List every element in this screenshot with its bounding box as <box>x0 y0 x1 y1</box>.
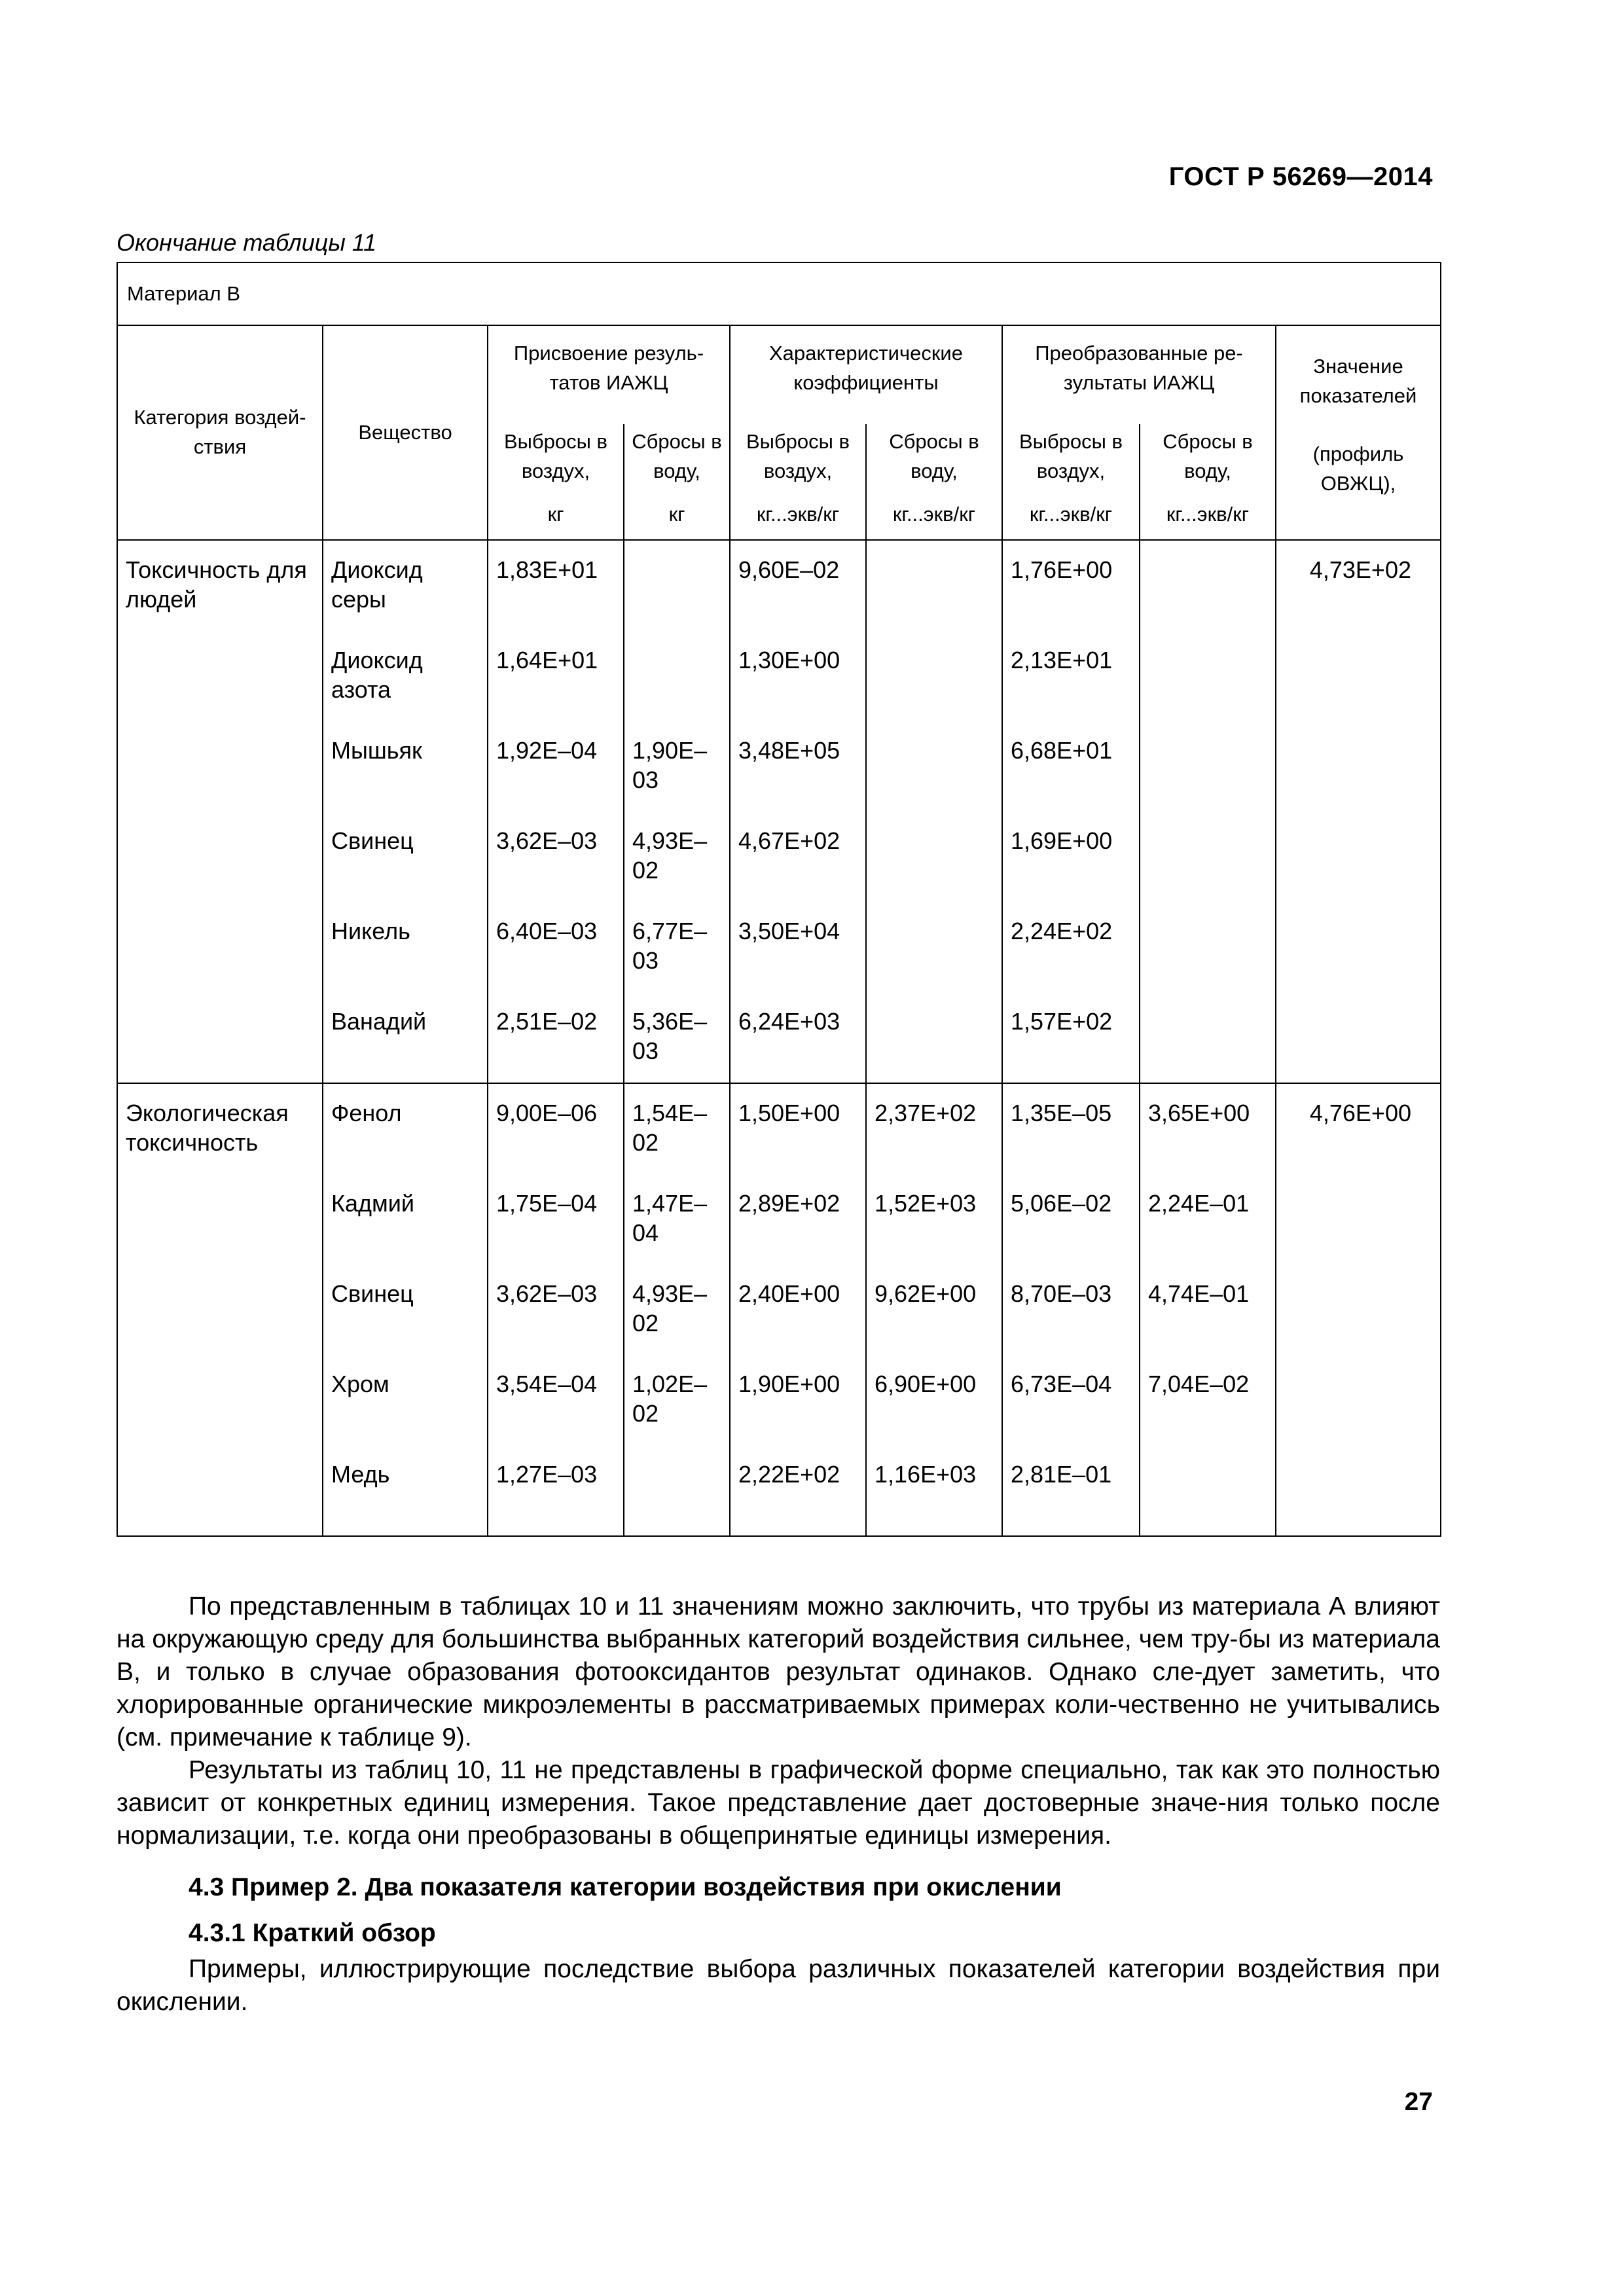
header-value-profile: (профиль ОВЖЦ), <box>1312 442 1404 495</box>
header-unit: кг...экв/кг <box>1002 490 1140 540</box>
value-cell <box>1002 1355 1140 1445</box>
value-r-air: 6,73E–04 <box>1011 1371 1112 1397</box>
substance-label: Свинец <box>331 827 414 854</box>
value-cell <box>730 721 866 812</box>
value-c-water <box>867 812 1001 902</box>
table-row <box>117 540 1441 631</box>
value-r-air: 2,13E+01 <box>1011 647 1113 673</box>
value-cell <box>1140 992 1276 1083</box>
table-row <box>117 1083 1441 1174</box>
substance-cell <box>323 1355 488 1445</box>
value-air: 1,75E–04 <box>496 1190 598 1217</box>
value-r-water <box>1140 721 1275 812</box>
value-r-air: 2,81E–01 <box>1011 1461 1112 1488</box>
value-cell <box>866 1174 1002 1265</box>
value-c-air: 3,50E+04 <box>738 918 840 944</box>
value-cell <box>866 812 1002 902</box>
paragraph: Результаты из таблиц 10, 11 не представлены в графической форме специально, так как это полностью зависит от конкретных единиц измерения. Такое представление дает достоверные значе-ния только после нормализации, т.е. когда они преобразованы в общепринятые единицы измерения. <box>117 1756 1440 1850</box>
value-r-water: 3,65E+00 <box>1148 1100 1250 1126</box>
header-group-coeffs: Характеристические коэффициенты <box>730 325 1002 424</box>
table-body <box>117 540 1441 1536</box>
value-r-water: 7,04E–02 <box>1148 1371 1250 1397</box>
body-paragraphs <box>117 1590 1440 1852</box>
value-r-water <box>1140 541 1275 631</box>
value-cell <box>1140 540 1276 631</box>
value-c-water <box>867 721 1001 812</box>
value-water: 5,36E–03 <box>632 1008 708 1064</box>
value-cell <box>1002 1445 1140 1536</box>
value-c-water <box>867 992 1001 1083</box>
value-r-air: 8,70E–03 <box>1011 1280 1112 1307</box>
header-value <box>1276 325 1441 540</box>
substance-cell <box>323 631 488 721</box>
category-label: Экологическая токсичность <box>126 1100 289 1156</box>
substance-cell <box>323 812 488 902</box>
value-cell <box>1140 1083 1276 1174</box>
value-c-air: 6,24E+03 <box>738 1008 840 1035</box>
substance-label: Свинец <box>331 1280 414 1307</box>
value-r-water <box>1140 902 1275 992</box>
header-unit: кг <box>624 490 730 540</box>
value-cell <box>730 1265 866 1355</box>
value-cell <box>866 992 1002 1083</box>
header-substance: Вещество <box>323 325 488 540</box>
value-cell <box>488 902 624 992</box>
value-c-air: 2,40E+00 <box>738 1280 840 1307</box>
value-cell <box>624 1445 730 1536</box>
header-sub: Выбросы в воздух, <box>730 424 866 490</box>
substance-cell <box>323 1083 488 1174</box>
header-unit: кг <box>488 490 624 540</box>
substance-label: Кадмий <box>331 1190 414 1217</box>
total-cell <box>1276 1083 1441 1536</box>
value-cell <box>488 992 624 1083</box>
value-water: 4,93E–02 <box>632 827 708 884</box>
value-cell <box>866 721 1002 812</box>
paragraph: Примеры, иллюстрирующие последствие выбора различных показателей категории воздействия при окислении. <box>117 1955 1440 2016</box>
table-caption: Окончание таблицы 11 <box>117 229 377 256</box>
header-unit: кг...экв/кг <box>1140 490 1276 540</box>
value-air: 1,64E+01 <box>496 647 598 673</box>
value-cell <box>730 540 866 631</box>
value-cell <box>1002 540 1140 631</box>
substance-label: Фенол <box>331 1100 402 1126</box>
value-r-air: 2,24E+02 <box>1011 918 1113 944</box>
header-value-title: Значение показателей <box>1299 355 1417 407</box>
value-cell <box>866 1265 1002 1355</box>
total-value: 4,76E+00 <box>1309 1100 1411 1126</box>
value-c-air: 3,48E+05 <box>738 737 840 764</box>
value-cell <box>1140 1265 1276 1355</box>
value-cell <box>1002 1265 1140 1355</box>
substance-label: Никель <box>331 918 410 944</box>
substance-cell <box>323 992 488 1083</box>
header-sub: Сбросы в воду, <box>624 424 730 490</box>
value-r-air: 1,69E+00 <box>1011 827 1113 854</box>
value-cell <box>624 721 730 812</box>
value-water <box>624 631 729 721</box>
value-cell <box>488 1265 624 1355</box>
value-water <box>624 1445 729 1535</box>
category-cell <box>117 540 323 1083</box>
value-cell <box>488 1174 624 1265</box>
value-air: 2,51E–02 <box>496 1008 598 1035</box>
value-cell <box>1140 1174 1276 1265</box>
value-r-air: 1,35E–05 <box>1011 1100 1112 1126</box>
value-cell <box>866 1445 1002 1536</box>
value-c-water: 1,16E+03 <box>875 1461 977 1488</box>
value-cell <box>1002 1174 1140 1265</box>
value-cell <box>866 1355 1002 1445</box>
total-cell <box>1276 540 1441 1083</box>
substance-cell <box>323 721 488 812</box>
value-c-water: 6,90E+00 <box>875 1371 977 1397</box>
header-sub: Сбросы в воду, <box>866 424 1002 490</box>
header-category: Категория воздей-ствия <box>117 325 323 540</box>
value-cell <box>730 1174 866 1265</box>
value-r-air: 1,76E+00 <box>1011 556 1113 583</box>
value-cell <box>866 631 1002 721</box>
value-r-water <box>1140 631 1275 721</box>
value-cell <box>624 1174 730 1265</box>
value-cell <box>1140 902 1276 992</box>
value-cell <box>1002 992 1140 1083</box>
value-cell <box>624 631 730 721</box>
value-air: 3,62E–03 <box>496 1280 598 1307</box>
header-sub: Выбросы в воздух, <box>488 424 624 490</box>
material-label: Материал В <box>117 262 1441 325</box>
value-cell <box>624 902 730 992</box>
value-c-air: 4,67E+02 <box>738 827 840 854</box>
total-value: 4,73E+02 <box>1309 556 1411 583</box>
value-c-water <box>867 631 1001 721</box>
value-cell <box>730 1083 866 1174</box>
paragraph: По представленным в таблицах 10 и 11 значениям можно заключить, что трубы из материала А влияют на окружающую среду для большинства выбранных категорий воздействия сильнее, чем тру-бы из материала В, и только в случае образования фотооксидантов результат одинаков. Однако сле-дует заметить, что хлорированные органические микроэлементы в рассматриваемых примерах коли-чественно не учитывались (см. примечание к таблице 9). <box>117 1592 1440 1751</box>
value-cell <box>1002 1083 1140 1174</box>
value-cell <box>866 540 1002 631</box>
value-c-water <box>867 902 1001 992</box>
substance-cell <box>323 1445 488 1536</box>
value-air: 6,40E–03 <box>496 918 598 944</box>
value-cell <box>624 812 730 902</box>
value-cell <box>730 1445 866 1536</box>
value-cell <box>488 1445 624 1536</box>
value-air: 3,62E–03 <box>496 827 598 854</box>
substance-cell <box>323 1265 488 1355</box>
value-r-water <box>1140 812 1275 902</box>
header-group-converted: Преобразованные ре-зультаты ИАЖЦ <box>1002 325 1276 424</box>
substance-cell <box>323 540 488 631</box>
value-cell <box>866 902 1002 992</box>
header-sub: Выбросы в воздух, <box>1002 424 1140 490</box>
value-cell <box>1002 631 1140 721</box>
subsection-heading: 4.3.1 Краткий обзор <box>189 1919 436 1947</box>
value-water: 6,77E–03 <box>632 918 708 974</box>
value-cell <box>488 812 624 902</box>
section-heading: 4.3 Пример 2. Два показателя категории воздействия при окислении <box>189 1873 1062 1901</box>
value-r-water: 2,24E–01 <box>1148 1190 1250 1217</box>
value-c-air: 2,22E+02 <box>738 1461 840 1488</box>
body-paragraph-overview <box>117 1953 1440 2018</box>
value-cell <box>488 721 624 812</box>
value-cell <box>488 1355 624 1445</box>
results-table <box>117 262 1441 1537</box>
substance-cell <box>323 902 488 992</box>
header-unit: кг...экв/кг <box>866 490 1002 540</box>
header-unit: кг...экв/кг <box>730 490 866 540</box>
value-c-air: 2,89E+02 <box>738 1190 840 1217</box>
header-group-assignment: Присвоение резуль-татов ИАЖЦ <box>488 325 730 424</box>
value-c-water: 9,62E+00 <box>875 1280 977 1307</box>
value-water: 4,93E–02 <box>632 1280 708 1336</box>
category-cell <box>117 1083 323 1536</box>
value-air: 1,92E–04 <box>496 737 598 764</box>
substance-cell <box>323 1174 488 1265</box>
value-cell <box>730 902 866 992</box>
value-cell <box>730 992 866 1083</box>
value-r-air: 6,68E+01 <box>1011 737 1113 764</box>
value-cell <box>488 631 624 721</box>
substance-label: Диоксид серы <box>331 556 423 613</box>
document-id: ГОСТ Р 56269—2014 <box>1168 162 1433 191</box>
value-water: 1,02E–02 <box>632 1371 708 1427</box>
value-water: 1,47E–04 <box>632 1190 708 1246</box>
value-cell <box>488 1083 624 1174</box>
header-sub: Сбросы в воду, <box>1140 424 1276 490</box>
value-cell <box>1002 812 1140 902</box>
value-cell <box>1002 721 1140 812</box>
value-cell <box>624 540 730 631</box>
value-cell <box>730 812 866 902</box>
value-c-water: 1,52E+03 <box>875 1190 977 1217</box>
value-air: 3,54E–04 <box>496 1371 598 1397</box>
value-air: 1,27E–03 <box>496 1461 598 1488</box>
substance-label: Хром <box>331 1371 389 1397</box>
value-cell <box>730 1355 866 1445</box>
substance-label: Диоксид азота <box>331 647 423 703</box>
substance-label: Медь <box>331 1461 390 1488</box>
value-cell <box>624 1265 730 1355</box>
substance-label: Ванадий <box>331 1008 427 1035</box>
value-c-air: 1,30E+00 <box>738 647 840 673</box>
category-label: Токсичность для людей <box>126 556 307 613</box>
value-r-air: 5,06E–02 <box>1011 1190 1112 1217</box>
value-cell <box>1140 1355 1276 1445</box>
value-cell <box>488 540 624 631</box>
value-cell <box>1140 721 1276 812</box>
value-cell <box>1140 1445 1276 1536</box>
value-cell <box>624 992 730 1083</box>
value-r-water <box>1140 992 1275 1083</box>
value-water <box>624 541 729 631</box>
value-water: 1,90E–03 <box>632 737 708 793</box>
value-c-air: 1,90E+00 <box>738 1371 840 1397</box>
value-c-water <box>867 541 1001 631</box>
value-cell <box>730 631 866 721</box>
value-cell <box>1140 631 1276 721</box>
substance-label: Мышьяк <box>331 737 422 764</box>
value-air: 1,83E+01 <box>496 556 598 583</box>
value-cell <box>1002 902 1140 992</box>
value-r-water: 4,74E–01 <box>1148 1280 1250 1307</box>
value-water: 1,54E–02 <box>632 1100 708 1156</box>
value-c-air: 9,60E–02 <box>738 556 840 583</box>
value-c-water: 2,37E+02 <box>875 1100 977 1126</box>
value-r-air: 1,57E+02 <box>1011 1008 1113 1035</box>
value-cell <box>866 1083 1002 1174</box>
value-cell <box>1140 812 1276 902</box>
value-air: 9,00E–06 <box>496 1100 598 1126</box>
page-number: 27 <box>1404 2088 1433 2116</box>
value-cell <box>624 1083 730 1174</box>
value-r-water <box>1140 1445 1275 1535</box>
value-c-air: 1,50E+00 <box>738 1100 840 1126</box>
value-cell <box>624 1355 730 1445</box>
